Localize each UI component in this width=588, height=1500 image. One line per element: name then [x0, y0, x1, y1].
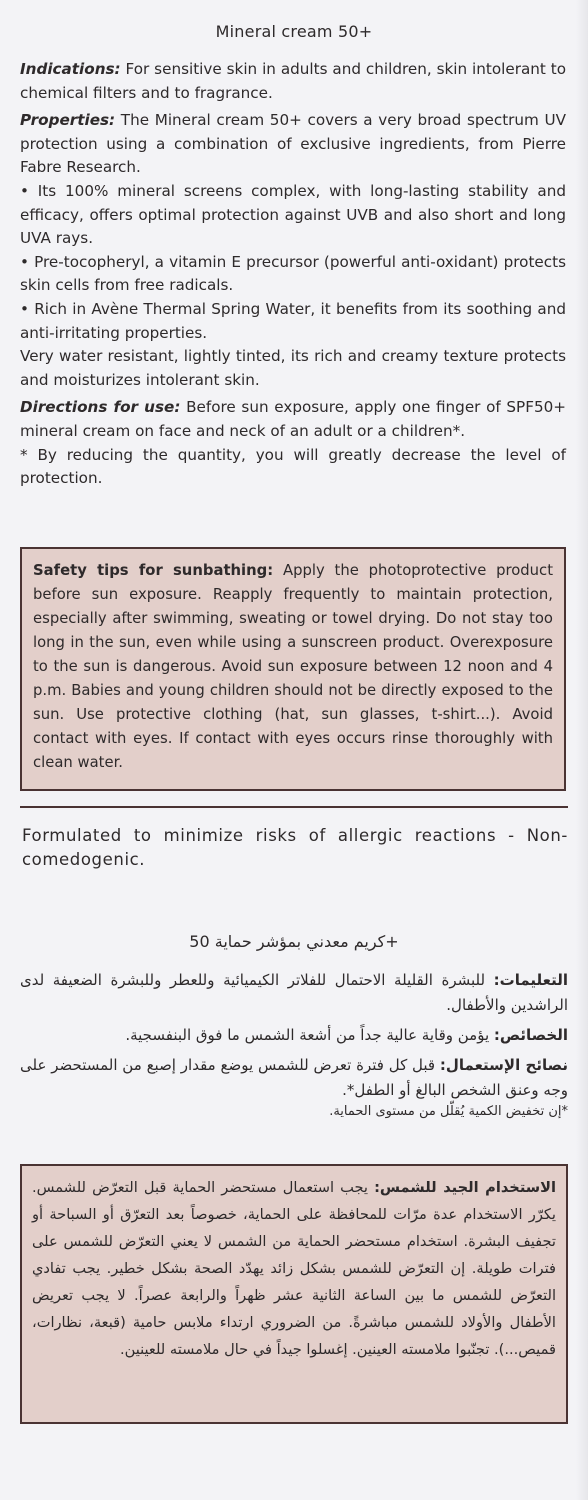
page-edge-shadow [576, 0, 588, 1500]
arabic-properties-paragraph [20, 1023, 568, 1048]
arabic-indications-paragraph [20, 968, 568, 1018]
arabic-directions-paragraph [20, 1053, 568, 1103]
directions-footnote: * By reducing the quantity, you will greatly decrease the level of protection. [20, 445, 566, 488]
product-title: Mineral cream 50+ [215, 22, 373, 41]
english-instructions [20, 58, 566, 495]
properties-text: The Mineral cream 50+ covers a very broad spectrum UV protection using a combination of exclusive ingredients, from Pierre Fabre Research. [20, 111, 566, 177]
formulation-note: Formulated to minimize risks of allergic reactions - Non-comedogenic. [22, 826, 568, 869]
arabic-directions-label: نصائح الإستعمال: [439, 1056, 568, 1074]
arabic-safety-label: الاستخدام الجيد للشمس: [374, 1179, 556, 1196]
section-divider [20, 806, 568, 808]
properties-texture: Very water resistant, lightly tinted, its rich and creamy texture protects and moisturizes intolerant skin. [20, 347, 566, 389]
arabic-footnote: *إن تخفيض الكمية يُقلّل من مستوى الحماية. [329, 1104, 568, 1119]
arabic-product-title: كريم معدني بمؤشر حماية 50+ [189, 932, 399, 951]
properties-bullet-minerals: • Its 100% mineral screens complex, with long-lasting stability and efficacy, offers optimal protection against UVB and also short and long UVA rays. [20, 181, 566, 248]
properties-bullet-thermal-water: • Rich in Avène Thermal Spring Water, it benefits from its soothing and anti-irritating properties. [20, 299, 566, 342]
arabic-indications-label: التعليمات: [493, 971, 568, 989]
safety-tips-text: Apply the photoprotective product before sun exposure. Reapply frequently to maintain protection, especially after swimming, sweating or towel drying. Do not stay too long in the sun, even while using a sunscreen product. Overexposure to the sun is dangerous. Avoid sun exposure between 12 noon and 4 p.m. Babies and young children should not be directly exposed to the sun. Use protective clothing (hat, sun glasses, t-shirt...). Avoid contact with eyes. If contact with eyes occurs rinse thoroughly with clean water. [33, 562, 553, 771]
directions-label: Directions for use: [20, 398, 181, 417]
indications-paragraph [20, 58, 566, 105]
properties-paragraph [20, 109, 566, 180]
arabic-safety-tips-box [20, 1164, 568, 1424]
arabic-properties-text: يؤمن وقاية عالية جداً من أشعة الشمس ما فوق البنفسجية. [125, 1026, 494, 1044]
arabic-instructions [20, 968, 568, 1126]
safety-tips-box [20, 547, 566, 791]
properties-label: Properties: [20, 111, 116, 130]
arabic-indications-text: للبشرة القليلة الاحتمال للفلاتر الكيميائية وللعطر وللبشرة الضعيفة لدى الراشدين والأطفال. [20, 971, 568, 1014]
directions-paragraph [20, 396, 566, 443]
safety-tips-label: Safety tips for sunbathing: [33, 562, 274, 579]
indications-text: For sensitive skin in adults and children, skin intolerant to chemical filters and to fragrance. [20, 60, 566, 102]
arabic-properties-label: الخصائص: [493, 1026, 568, 1044]
directions-text: Before sun exposure, apply one finger of SPF50+ mineral cream on face and neck of an adult or a children*. [20, 398, 566, 440]
arabic-directions-text: قبل كل فترة تعرض للشمس يوضع مقدار إصبع من المستحضر على وجه وعنق الشخص البالغ أو الطفل*. [20, 1056, 568, 1099]
indications-label: Indications: [20, 60, 121, 78]
properties-bullet-vitamin-e: • Pre-tocopheryl, a vitamin E precursor (powerful anti-oxidant) protects skin cells from free radicals. [20, 252, 566, 295]
arabic-safety-text: يجب استعمال مستحضر الحماية قبل التعرّض للشمس. يكرّر الاستخدام عدة مرّات للمحافظة على الحماية، خصوصاً بعد التعرّق أو السباحة أو تجفيف البشرة. استخدام مستحضر الحماية من الشمس لا يعني التعرّض للشمس على فترات طويلة. إن التعرّض للشمس بشكل زائد يهدّد الصحة بشكل خطير. يجب تفادي التعرّض للشمس ما بين الساعة الثانية عشر ظهراً والرابعة عصراً. لا يجب تعريض الأطفال والأولاد للشمس مباشرةً. من الضروري ارتداء ملابس حامية (قبعة، نظارات، قميص...). تجنّبوا ملامسته العينين. إغسلوا جيداً في حال ملامسته للعينين. [32, 1179, 556, 1358]
